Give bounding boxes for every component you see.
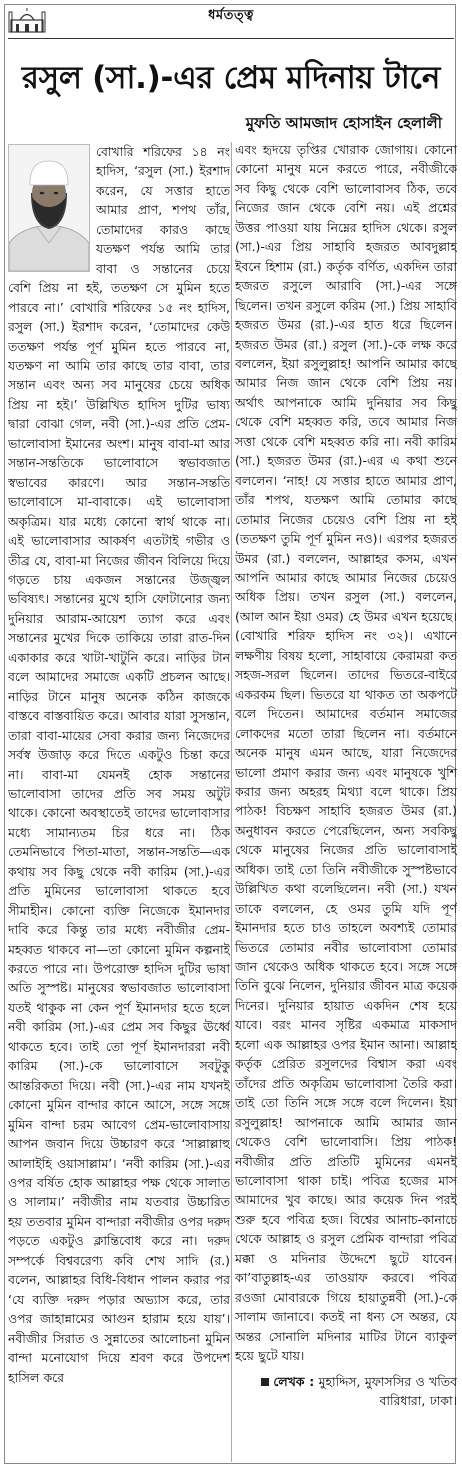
article-column-right — [235, 140, 457, 1462]
byline-label: লেখক : — [273, 1373, 315, 1389]
article-paragraph-right: এবং হৃদয়ে তৃপ্তির খোরাক জোগায়। কোনো কোনো মানুষ মনে করতে পারে, নবীজীকে সব কিছু থেকে বেশি ভালোবাসব ঠিক, তবে নিজের জান থেকে বেশি নয়। এই প্রশ্নের উত্তর পাওয়া যায় নিম্নের হাদিস থেকে। রসুল (সা.)-এর প্রিয় সাহাবি হজরত আবদুল্লাহ ইবনে হিশাম (রা.) কর্তৃক বর্ণিত, একদিন তারা হজরত রসুলে আরাবি (সা.)-এর সঙ্গে ছিলেন। তখন রসুলে করিম (সা.) প্রিয় সাহাবি হজরত উমর (রা.)-এর হাত ধরে ছিলেন। হজরত উমর (রা.) রসুল (সা.)-কে লক্ষ করে বললেন, ইয়া রসুলুল্লাহ! আপনি আমার কাছে আমার নিজ জান থেকে বেশি প্রিয় নয়। অর্থাৎ আপনাকে আমি দুনিয়ার সব কিছু থেকে বেশি মহব্বত করি, তবে আমার নিজ সত্তা থেকে বেশি মহব্বত করি না। নবী কারিম (সা.) হজরত উমর (রা.)-এর এ কথা শুনে বললেন। ‘নাহ! যে সত্তার হাতে আমার প্রাণ, তাঁর শপথ, যতক্ষণ আমি তোমার কাছে তোমার নিজের চেয়েও বেশি প্রিয় না হই (ততক্ষণ তুমি পূর্ণ মুমিন নও)। এরপর হজরত উমর (রা.) বললেন, আল্লাহর কসম, এখন আপনি আমার কাছে আমার নিজের চেয়েও অধিক প্রিয়। তখন রসুল (সা.) বললেন, (আল আন ইয়া ওমর) হে উমর এখন হয়েছে। (বোখারি শরিফ হাদিস নং ৩২)। এখানে লক্ষণীয় বিষয় হলো, সাহাবায়ে কেরামরা কত সহজ-সরল ছিলেন। তাদের ভিতরে-বাইরে একরকম ছিল। ভিতরে যা থাকত তা অকপটে বলে দিতেন। আমাদের বর্তমান সমাজের লোকদের মতো তারা ছিলেন না। বর্তমানে অনেক মানুষ এমন আছে, যারা নিজেদের ভালো প্রমাণ করার জন্য এবং মানুষকে খুশি করার জন্য অহরহ মিথ্যা বলে থাকে। প্রিয় পাঠক! বিচক্ষণ সাহাবি হজরত উমর (রা.) অনুধাবন করতে পেরেছিলেন, অন্য সবকিছু থেকে মানুষের নিজের প্রতি ভালোবাসাই অধিক। তাই তো তিনি নবীজীকে সুস্পষ্টভাবে উল্লিখিত কথা বলেছিলেন। নবী (সা.) যখন তাকে বললেন, হে ওমর তুমি যদি পূর্ণ ইমানদার হতে চাও তাহলে অবশ্যই তোমার ভিতরে তোমার নবীর ভালোবাসা তোমার জান থেকেও অধিক থাকতে হবে। সঙ্গে সঙ্গে তিনি বুঝে নিলেন, দুনিয়ার জীবন মাত্র কয়েক দিনের। দুনিয়ার হায়াত একদিন শেষ হয়ে যাবে। বরং মানব সৃষ্টির একমাত্র মাকসাদ হলো এক আল্লাহর ওপর ইমান আনা। আল্লাহ কর্তৃক প্রেরিত রসুলদের বিশ্বাস করা এবং তাঁদের প্রতি অকৃত্রিম ভালোবাসা তৈরি করা। তাই তো তিনি সঙ্গে সঙ্গে বলে দিলেন। ইয়া রসুলুল্লাহ! আপনাকে আমি আমার জান থেকেও বেশি ভালোবাসি। প্রিয় পাঠক! নবীজীর প্রতি প্রতিটি মুমিনের এমনই ভালোবাসা থাকা চাই। পবিত্র হজের মাস আমাদের খুব কাছে। আর কয়েক দিন পরই শুরু হবে পবিত্র হজ। বিশ্বের আনাচ-কানাচে থেকে আল্লাহ ও রসুল প্রেমিক বান্দারা পবিত্র মক্কা ও মদিনার উদ্দেশে ছুটে যাবেন। কা’বাতুল্লাহ-এর তাওয়াফ করবে। পবিত্র রওজা মোবারকে গিয়ে হায়াতুন্নবী (সা.)-কে সালাম জানাবে। কতই না ধন্য সে অন্তর, যে অন্তর সোনালি মদিনার মাটির টানে ব্যাকুল হয়ে ছুটে যায়। — [235, 142, 457, 1364]
author-portrait-icon — [9, 145, 89, 271]
article-author: মুফতি আমজাদ হোসাইন হেলালী — [245, 114, 442, 132]
author-byline — [235, 1372, 457, 1411]
column-divider — [231, 142, 232, 1462]
article-paragraph-left: বোখারি শরিফের ১৪ নং হাদিস, ‘রসুল (সা.) ইরশাদ করেন, যে সত্তার হাতে আমার প্রাণ, শপথ তাঁর, তোমাদের কারও কাছে যতক্ষণ পর্যন্ত আমি তার বাবা ও সন্তানের চেয়ে বেশি প্রিয় না হই, ততক্ষণ সে মুমিন হতে পারবে না।’ বোখারি শরিফের ১৫ নং হাদিস, রসুল (সা.) ইরশাদ করেন, ‘তোমাদের কেউ ততক্ষণ পর্যন্ত পূর্ণ মুমিন হতে পারবে না, যতক্ষণ না আমি তার কাছে তার বাবা, তার সন্তান এবং অন্য সব মানুষের চেয়ে অধিক প্রিয় না হই।’ উল্লিখিত হাদিস দুটির ভাষ্য দ্বারা বোঝা গেল, নবী (সা.)-এর প্রতি প্রেম-ভালোবাসা ইমানের অংশ। মানুষ বাবা-মা আর সন্তান-সন্ততিকে ভালোবাসে স্বভাবজাত স্বভাবের কারণে। আর সন্তান-সন্ততি ভালোবাসে মা-বাবাকে। এই ভালোবাসা অকৃত্রিম। যার মধ্যে কোনো স্বার্থ থাকে না। এই ভালোবাসার আকর্ষণ এতটাই গভীর ও তীব্র যে, বাবা-মা নিজের জীবন বিলিয়ে দিয়ে গড়তে চায় একজন সন্তানের উজ্জ্বল ভবিষ্যৎ। সন্তানের মুখে হাসি ফোটানোর জন্য দুনিয়ার আরাম-আয়েশ ত্যাগ করে এবং সন্তানের মুখের দিকে তাকিয়ে তারা রাত-দিন একাকার করে খাটা-খাটুনি করে। নাড়ির টান বলে আমাদের সমাজে একটি প্রচলন আছে। নাড়ির টানে মানুষ অনেক কঠিন কাজকে বাস্তবে বাস্তবায়িত করে। আবার যারা সুসন্তান, তারা বাবা-মায়ের সেবা করার জন্য নিজেদের সর্বস্ব উজাড় করে দিতে একটুও চিন্তা করে না। বাবা-মা যেমনই হোক সন্তানের ভালোবাসা তাদের প্রতি সব সময় অটুট থাকে। কোনো অবস্থাতেই তাদের ভালোবাসার মধ্যে সামান্যতম চির ধরে না। ঠিক তেমনিভাবে পিতা-মাতা, সন্তান-সন্ততি—এক কথায় সব কিছু থেকে নবী কারিম (সা.)-এর প্রতি মুমিনের ভালোবাসা থাকতে হবে সীমাহীন। কোনো ব্যক্তি নিজেকে ইমানদার দাবি করে কিন্তু তার মধ্যে নবীজীর প্রেম-মহব্বত থাকবে না—তা কোনো মুমিন কল্পনাই করতে পারে না। উপরোক্ত হাদিস দুটির ভাষা অতি সুস্পষ্ট। মানুষের স্বভাবজাত ভালোবাসা যতই থাকুক না কেন পূর্ণ ইমানদার হতে হলে নবী কারিম (সা.)-এর প্রেম সব কিছুর ঊর্ধ্বে থাকতে হবে। তাই তো পূর্ণ ইমানদাররা নবী কারিম (সা.)-কে ভালোবাসে সবটুকু আন্তরিকতা দিয়ে। নবী (সা.)-এর নাম যখনই কোনো মুমিন বান্দার কানে আসে, সঙ্গে সঙ্গে মুমিন বান্দা চরম আবেগ প্রেম-ভালোবাসায় আপন জবান দিয়ে উচ্চারণ করে ‘সাল্লাল্লাহু আলাইহি ওয়াসাল্লাম’। ‘নবী কারিম (সা.)-এর ওপর বর্ষিত হোক আল্লাহর পক্ষ থেকে সালাত ও সালাম।’ নবীজীর নাম যতবার উচ্চারিত হয় ততবার মুমিন বান্দারা নবীজীর ওপর দরুদ পড়তে একটুও ক্লান্তিবোধ করে না। দরুদ সম্পর্কে বিশ্ববরেণ্য কবি শেখ সাদি (র.) বলেন, আল্লাহর বিধি-বিধান পালন করার পর ‘যে ব্যক্তি দরুদ পড়ার অভ্যাস করে, তার ওপর জাহান্নামের আগুন হারাম হয়ে যায়’। নবীজীর সিরাত ও সুন্নাতের আলোচনা মুমিন বান্দা মনোযোগ দিয়ে শ্রবণ করে উপদেশ হাসিল করে — [8, 144, 230, 1385]
section-title: ধর্মতত্ত্ব — [208, 8, 254, 23]
bullet-square-icon — [261, 1378, 269, 1386]
author-photo — [8, 144, 90, 272]
article-headline: রসুল (সা.)-এর প্রেম মদিনায় টানে — [21, 60, 441, 96]
byline-text: মুহাদ্দিস, মুফাসসির ও খতিব বারিধারা, ঢাকা। — [318, 1373, 457, 1408]
header-divider — [8, 38, 454, 39]
article-column-left — [8, 142, 230, 1462]
